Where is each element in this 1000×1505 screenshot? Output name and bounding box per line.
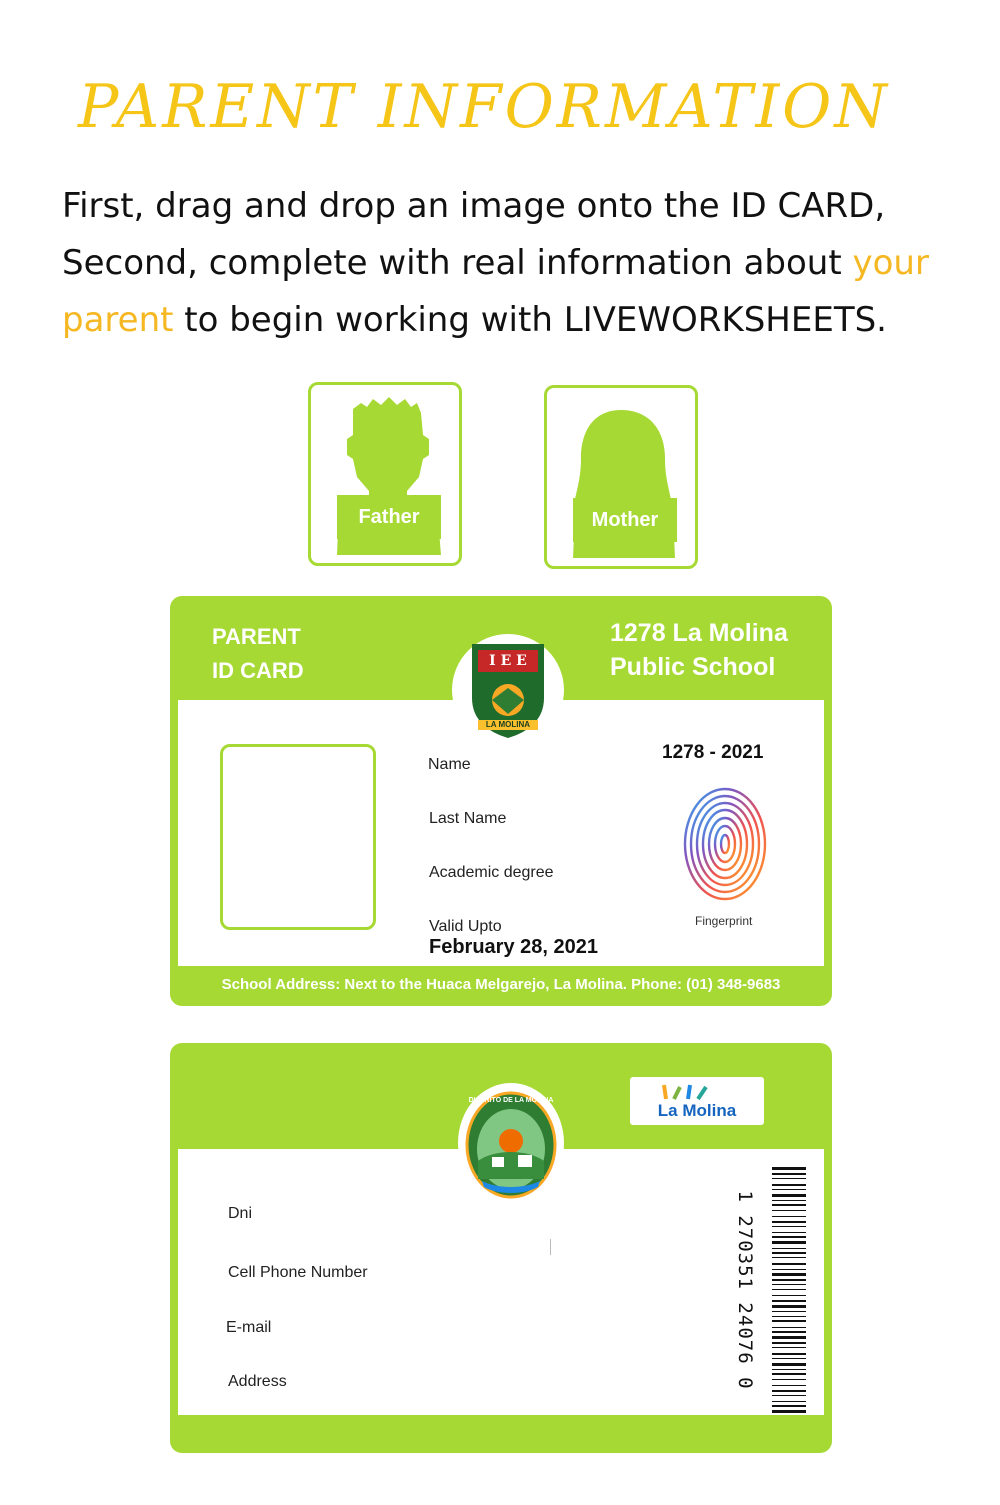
field-label-dni: Dni [228,1205,253,1222]
seal-caption: LA MOLINA [485,720,531,729]
mother-label: Mother [573,498,677,542]
barcode-bar [772,1241,806,1244]
school-seal-logo [452,634,564,746]
barcode-number: 1 270351 24076 0 [734,1190,756,1390]
school-name [610,616,788,684]
district-seal-logo [458,1083,564,1203]
barcode-bar [772,1194,806,1197]
page-title: PARENT INFORMATION [78,72,890,142]
barcode-bar [772,1204,806,1206]
barcode-bar [772,1284,806,1285]
barcode-bar [772,1269,806,1270]
highlight-parent: parent [62,300,174,340]
barcode-bar [772,1336,806,1339]
barcode-bar [772,1342,806,1344]
instruction-text: Second, complete with real information about [62,243,853,283]
barcode-bar [772,1273,806,1276]
barcode-bar [772,1320,806,1322]
barcode-bar [772,1311,806,1312]
field-label-email: E-mail [226,1319,272,1336]
barcode-bar [772,1369,806,1370]
barcode-bar [772,1331,806,1333]
mother-avatar-card[interactable] [544,385,698,569]
barcode-bar [772,1248,806,1249]
barcode-bar [772,1279,806,1281]
card-year: 1278 - 2021 [662,742,764,763]
card-heading [212,620,304,688]
barcode-bar [772,1295,806,1296]
barcode-bar [772,1167,806,1170]
barcode-bar [772,1410,806,1413]
mother-silhouette-icon [547,388,701,572]
barcode-bar [772,1305,806,1308]
barcode-icon [772,1167,806,1413]
school-address: School Address: Next to the Huaca Melgarejo, La Molina. Phone: (01) 348-9683 [221,976,781,993]
barcode-bar [772,1353,806,1355]
barcode-bar [772,1401,806,1402]
field-label-address: Address [228,1373,287,1390]
field-label-valid-upto: Valid Upto [429,918,502,935]
barcode-bar [772,1226,806,1227]
school-shield-icon [452,634,564,746]
la-molina-logo [630,1077,764,1125]
parent-id-card-back [170,1043,832,1453]
fingerprint-label: Fingerprint [695,914,753,928]
la-molina-logo-text: La Molina [657,1101,737,1120]
barcode-bar [772,1232,806,1233]
barcode-bar [772,1236,806,1238]
barcode-bar [772,1289,806,1290]
seal-letters: I E E [489,653,527,669]
barcode-bar [772,1405,806,1407]
barcode-bar [772,1252,806,1254]
barcode-bar [772,1200,806,1201]
barcode-bar [772,1347,806,1348]
barcode-bar [772,1373,806,1375]
card-heading-line-1: PARENT [212,624,301,649]
highlight-your: your [852,243,929,283]
school-name-line-1: 1278 La Molina [610,619,788,647]
text-cursor [550,1239,551,1255]
father-label: Father [337,495,441,539]
barcode-bar [772,1173,806,1175]
barcode-bar [772,1395,806,1396]
field-label-name: Name [428,756,471,773]
barcode-bar [772,1178,806,1179]
barcode-bar [772,1216,806,1217]
barcode-bar [772,1257,806,1258]
fingerprint-icon [682,786,768,904]
barcode-bar [772,1221,806,1223]
barcode-bar [772,1390,806,1392]
instructions [62,178,992,349]
father-avatar-card[interactable] [308,382,462,566]
school-name-line-2: Public School [610,653,776,681]
barcode-bar [772,1316,806,1317]
barcode-bar [772,1363,806,1366]
barcode-bar [772,1379,806,1380]
instruction-text: to begin working with LIVEWORKSHEETS. [173,300,887,340]
la-molina-logo-icon [660,1081,720,1101]
barcode-bar [772,1210,806,1211]
district-seal-text: DISTRITO DE LA MOLINA [468,1097,554,1104]
barcode-bar [772,1358,806,1359]
barcode-number-wrapper [732,1167,758,1413]
barcode-bar [772,1385,806,1386]
field-label-last-name: Last Name [429,810,507,827]
field-label-academic-degree: Academic degree [429,864,554,881]
instruction-line-1: First, drag and drop an image onto the ID CARD, [62,186,886,226]
photo-drop-zone[interactable] [220,744,376,930]
instruction-line-3 [62,292,992,349]
card-heading-line-2: ID CARD [212,658,304,683]
field-label-cell-phone: Cell Phone Number [228,1264,368,1281]
barcode-bar [772,1184,806,1186]
parent-id-card-front [170,596,832,1006]
valid-date: February 28, 2021 [429,936,598,958]
father-silhouette-icon [311,385,465,569]
barcode-bar [772,1263,806,1265]
barcode-bar [772,1189,806,1190]
barcode-bar [772,1300,806,1302]
barcode-bar [772,1327,806,1328]
instruction-line-2 [62,235,992,292]
